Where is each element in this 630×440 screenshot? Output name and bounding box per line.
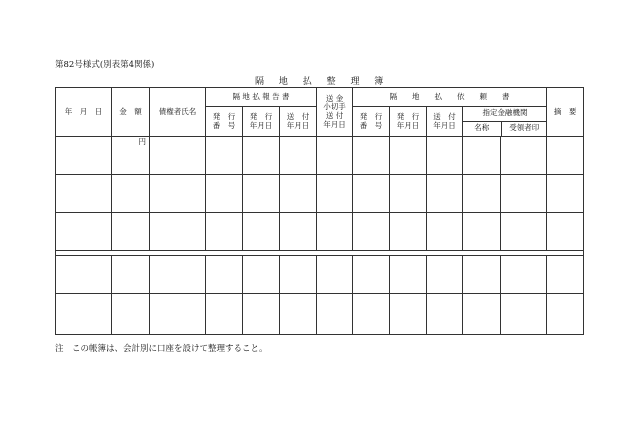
cell-date[interactable]: [56, 175, 112, 213]
header-line: 年月日: [249, 120, 273, 130]
yen-unit: 円: [138, 137, 146, 146]
cell[interactable]: [280, 256, 317, 294]
cell-remarks[interactable]: [547, 175, 584, 213]
cell[interactable]: [390, 256, 427, 294]
header-check-send-line: 小切手: [323, 102, 346, 112]
cell-remarks[interactable]: [547, 213, 584, 251]
cell[interactable]: [280, 175, 317, 213]
cell[interactable]: [206, 175, 243, 213]
header-line: 発 行: [212, 111, 236, 121]
cell[interactable]: [353, 213, 390, 251]
header-line: 番 号: [359, 120, 383, 130]
header-row-1: [56, 88, 584, 107]
cell[interactable]: [243, 256, 280, 294]
cell-amount[interactable]: [112, 213, 150, 251]
cell[interactable]: [463, 256, 501, 294]
cell[interactable]: [206, 256, 243, 294]
cell-creditor[interactable]: [150, 137, 206, 175]
cell-amount[interactable]: [112, 175, 150, 213]
header-line: 発 行: [359, 111, 383, 121]
cell-date[interactable]: [56, 213, 112, 251]
cell[interactable]: [427, 256, 463, 294]
form-number: 第82号様式(別表第4関係): [55, 60, 155, 70]
header-date: 年 月 日: [56, 88, 112, 137]
cell-creditor[interactable]: [150, 213, 206, 251]
cell[interactable]: [317, 137, 353, 175]
cell-date[interactable]: [56, 256, 112, 294]
cell[interactable]: [206, 294, 243, 335]
cell[interactable]: [463, 213, 501, 251]
cell[interactable]: [501, 175, 547, 213]
header-check-send: [317, 88, 353, 137]
cell[interactable]: [280, 213, 317, 251]
header-report-send-date: [280, 107, 317, 137]
table-row: [56, 137, 584, 175]
cell[interactable]: [427, 213, 463, 251]
cell-remarks[interactable]: [547, 294, 584, 335]
header-request-send-date: [427, 107, 463, 137]
header-bank-name: 名称: [463, 121, 501, 136]
table-row: [56, 294, 584, 335]
header-report-issue-no: [206, 107, 243, 137]
footnote: 注 この帳簿は、会計別に口座を設けて整理すること。: [55, 344, 268, 354]
ledger-table: [55, 87, 584, 335]
table-row: [56, 256, 584, 294]
header-line: 年月日: [396, 120, 420, 130]
header-creditor-name: 債権者氏名: [150, 88, 206, 137]
cell[interactable]: [501, 213, 547, 251]
cell[interactable]: [206, 137, 243, 175]
header-check-send-line: 送 付: [325, 111, 344, 120]
table-row: [56, 175, 584, 213]
cell[interactable]: [390, 137, 427, 175]
cell[interactable]: [243, 137, 280, 175]
header-bank-group: 指定金融機関: [463, 107, 547, 121]
header-report-group: 隔 地 払 報 告 書: [206, 88, 317, 107]
cell[interactable]: [280, 294, 317, 335]
cell[interactable]: [501, 256, 547, 294]
cell[interactable]: [280, 137, 317, 175]
cell[interactable]: [390, 213, 427, 251]
cell[interactable]: [427, 294, 463, 335]
cell-remarks[interactable]: [547, 137, 584, 175]
header-check-send-line: 年月日: [323, 119, 346, 129]
cell[interactable]: [317, 294, 353, 335]
cell-remarks[interactable]: [547, 256, 584, 294]
cell[interactable]: [390, 294, 427, 335]
cell[interactable]: [463, 137, 501, 175]
cell[interactable]: [317, 175, 353, 213]
cell-creditor[interactable]: [150, 294, 206, 335]
cell[interactable]: [206, 213, 243, 251]
cell[interactable]: [353, 294, 390, 335]
header-line: 発 行: [249, 111, 273, 121]
header-line: 番 号: [212, 120, 236, 130]
header-line: 発 行: [396, 111, 420, 121]
header-request-issue-no: [353, 107, 390, 137]
table-row: [56, 213, 584, 251]
cell[interactable]: [463, 175, 501, 213]
header-request-issue-date: [390, 107, 427, 137]
cell-amount[interactable]: [112, 256, 150, 294]
header-remarks: 摘 要: [547, 88, 584, 137]
cell-creditor[interactable]: [150, 175, 206, 213]
header-line: 年月日: [433, 120, 456, 130]
header-request-group: 隔 地 払 依 頼 書: [353, 88, 547, 107]
cell-amount[interactable]: [112, 294, 150, 335]
cell[interactable]: [427, 175, 463, 213]
header-amount: 金 額: [112, 88, 150, 137]
header-line: 送 付: [433, 111, 456, 121]
cell-amount[interactable]: [112, 137, 150, 175]
cell-date[interactable]: [56, 294, 112, 335]
cell[interactable]: [317, 256, 353, 294]
header-line: 送 付: [286, 111, 310, 121]
cell[interactable]: [353, 137, 390, 175]
ledger-title: 隔 地 払 整 理 簿: [255, 77, 390, 87]
cell[interactable]: [243, 175, 280, 213]
cell[interactable]: [501, 137, 547, 175]
cell[interactable]: [243, 294, 280, 335]
header-line: 年月日: [286, 120, 310, 130]
cell[interactable]: [317, 213, 353, 251]
cell-date[interactable]: [56, 137, 112, 175]
header-report-issue-date: [243, 107, 280, 137]
header-bank-block: [463, 107, 547, 137]
header-bank-receiver-seal: 受領者印: [509, 123, 540, 133]
cell[interactable]: [390, 175, 427, 213]
header-check-send-line: 送 金: [325, 93, 344, 103]
cell[interactable]: [243, 213, 280, 251]
cell[interactable]: [353, 175, 390, 213]
cell[interactable]: [501, 294, 547, 335]
cell[interactable]: [353, 256, 390, 294]
cell-creditor[interactable]: [150, 256, 206, 294]
cell[interactable]: [463, 294, 501, 335]
bank-subtable: [463, 107, 547, 136]
cell[interactable]: [427, 137, 463, 175]
